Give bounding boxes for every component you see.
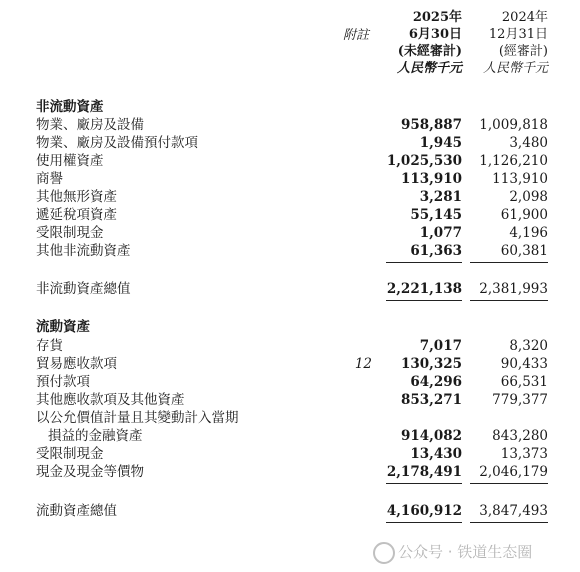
table-row [36, 225, 556, 242]
table-row [36, 338, 556, 355]
row-label: 受限制現金 [36, 225, 104, 241]
col1-year: 2025年 [412, 10, 462, 25]
row-label: 商譽 [36, 171, 63, 187]
row-label: 以公允價值計量且其變動計入當期 [36, 410, 239, 426]
row-label: 受限制現金 [36, 446, 104, 462]
value-2025: 2,178,491 [386, 464, 462, 480]
value-2025: 61,363 [410, 243, 462, 259]
table-row [36, 392, 556, 409]
value-2025: 853,271 [400, 392, 462, 408]
row-label: 其他無形資產 [36, 189, 117, 205]
table-row [36, 171, 556, 188]
value-2024: 61,900 [500, 207, 548, 223]
row-label: 其他應收款項及其他資產 [36, 392, 185, 408]
table-row [36, 464, 556, 481]
row-label: 非流動資產總值 [36, 281, 131, 297]
table-row [36, 243, 556, 260]
table-row [36, 135, 556, 152]
column-header-2024 [470, 9, 548, 77]
value-2024: 2,381,993 [479, 281, 548, 297]
row-label: 物業、廠房及設備預付款項 [36, 135, 198, 151]
col2-year: 2024年 [501, 10, 548, 25]
table-row [36, 189, 556, 206]
value-2024: 66,531 [500, 374, 548, 390]
section-title-current [36, 319, 556, 336]
row-label: 流動資產總值 [36, 503, 117, 519]
wechat-logo-icon [373, 542, 395, 564]
row-label: 存貨 [36, 338, 63, 354]
total-rule-2024 [470, 300, 548, 301]
total-row-current [36, 503, 556, 520]
value-2025: 914,082 [400, 428, 462, 444]
watermark-text: 公众号 · 铁道生态圈 [398, 543, 533, 561]
col2-date: 12月31日 [488, 27, 548, 42]
row-label: 貿易應收款項 [36, 356, 117, 372]
subtotal-rule-2025 [386, 483, 462, 484]
note-ref: 12 [354, 356, 372, 372]
value-2025: 3,281 [419, 189, 462, 205]
subtotal-rule-2024 [470, 262, 548, 263]
table-row [36, 410, 556, 427]
col1-date: 6月30日 [408, 27, 462, 42]
value-2025: 13,430 [410, 446, 462, 462]
section-title-non-current [36, 99, 556, 116]
table-row [36, 446, 556, 463]
value-2025: 1,077 [419, 225, 462, 241]
value-2025: 958,887 [400, 117, 462, 133]
table-row [36, 428, 556, 445]
value-2024: 60,381 [500, 243, 548, 259]
value-2025: 7,017 [419, 338, 462, 354]
watermark [373, 541, 532, 564]
value-2025: 55,145 [410, 207, 462, 223]
value-2024: 8,320 [509, 338, 548, 354]
column-header-2025 [380, 9, 462, 77]
col1-audit: (未經審計) [397, 44, 462, 59]
col2-audit: (經審計) [498, 44, 548, 59]
section-title: 非流動資產 [36, 99, 104, 115]
value-2024: 779,377 [492, 392, 548, 408]
col2-unit: 人民幣千元 [482, 61, 548, 76]
table-row [36, 207, 556, 224]
total-rule-2025 [386, 522, 462, 523]
value-2024: 2,098 [509, 189, 548, 205]
row-label: 物業、廠房及設備 [36, 117, 144, 133]
note-column-header: 附註 [343, 28, 370, 43]
subtotal-rule-2025 [386, 262, 462, 263]
value-2025: 4,160,912 [386, 503, 462, 519]
value-2024: 13,373 [500, 446, 548, 462]
row-label: 遞延稅項資產 [36, 207, 117, 223]
value-2025: 130,325 [400, 356, 462, 372]
value-2025: 1,945 [419, 135, 462, 151]
table-row [36, 356, 556, 373]
row-label: 損益的金融資產 [48, 428, 143, 444]
table-row [36, 374, 556, 391]
total-rule-2024 [470, 522, 548, 523]
value-2024: 113,910 [492, 171, 548, 187]
total-row-non-current [36, 281, 556, 298]
row-label: 使用權資產 [36, 153, 104, 169]
value-2024: 3,480 [509, 135, 548, 151]
total-rule-2025 [386, 300, 462, 301]
value-2024: 4,196 [509, 225, 548, 241]
row-label: 預付款項 [36, 374, 90, 390]
value-2024: 3,847,493 [479, 503, 548, 519]
value-2024: 843,280 [492, 428, 548, 444]
value-2024: 1,126,210 [479, 153, 548, 169]
subtotal-rule-2024 [470, 483, 548, 484]
value-2025: 1,025,530 [386, 153, 462, 169]
table-row [36, 153, 556, 170]
table-row [36, 117, 556, 134]
section-title: 流動資產 [36, 319, 90, 335]
value-2025: 2,221,138 [386, 281, 462, 297]
value-2024: 1,009,818 [479, 117, 548, 133]
row-label: 其他非流動資產 [36, 243, 131, 259]
value-2024: 90,433 [500, 356, 548, 372]
row-label: 現金及現金等價物 [36, 464, 144, 480]
col1-unit: 人民幣千元 [396, 61, 462, 76]
value-2024: 2,046,179 [479, 464, 548, 480]
value-2025: 113,910 [400, 171, 462, 187]
value-2025: 64,296 [410, 374, 462, 390]
